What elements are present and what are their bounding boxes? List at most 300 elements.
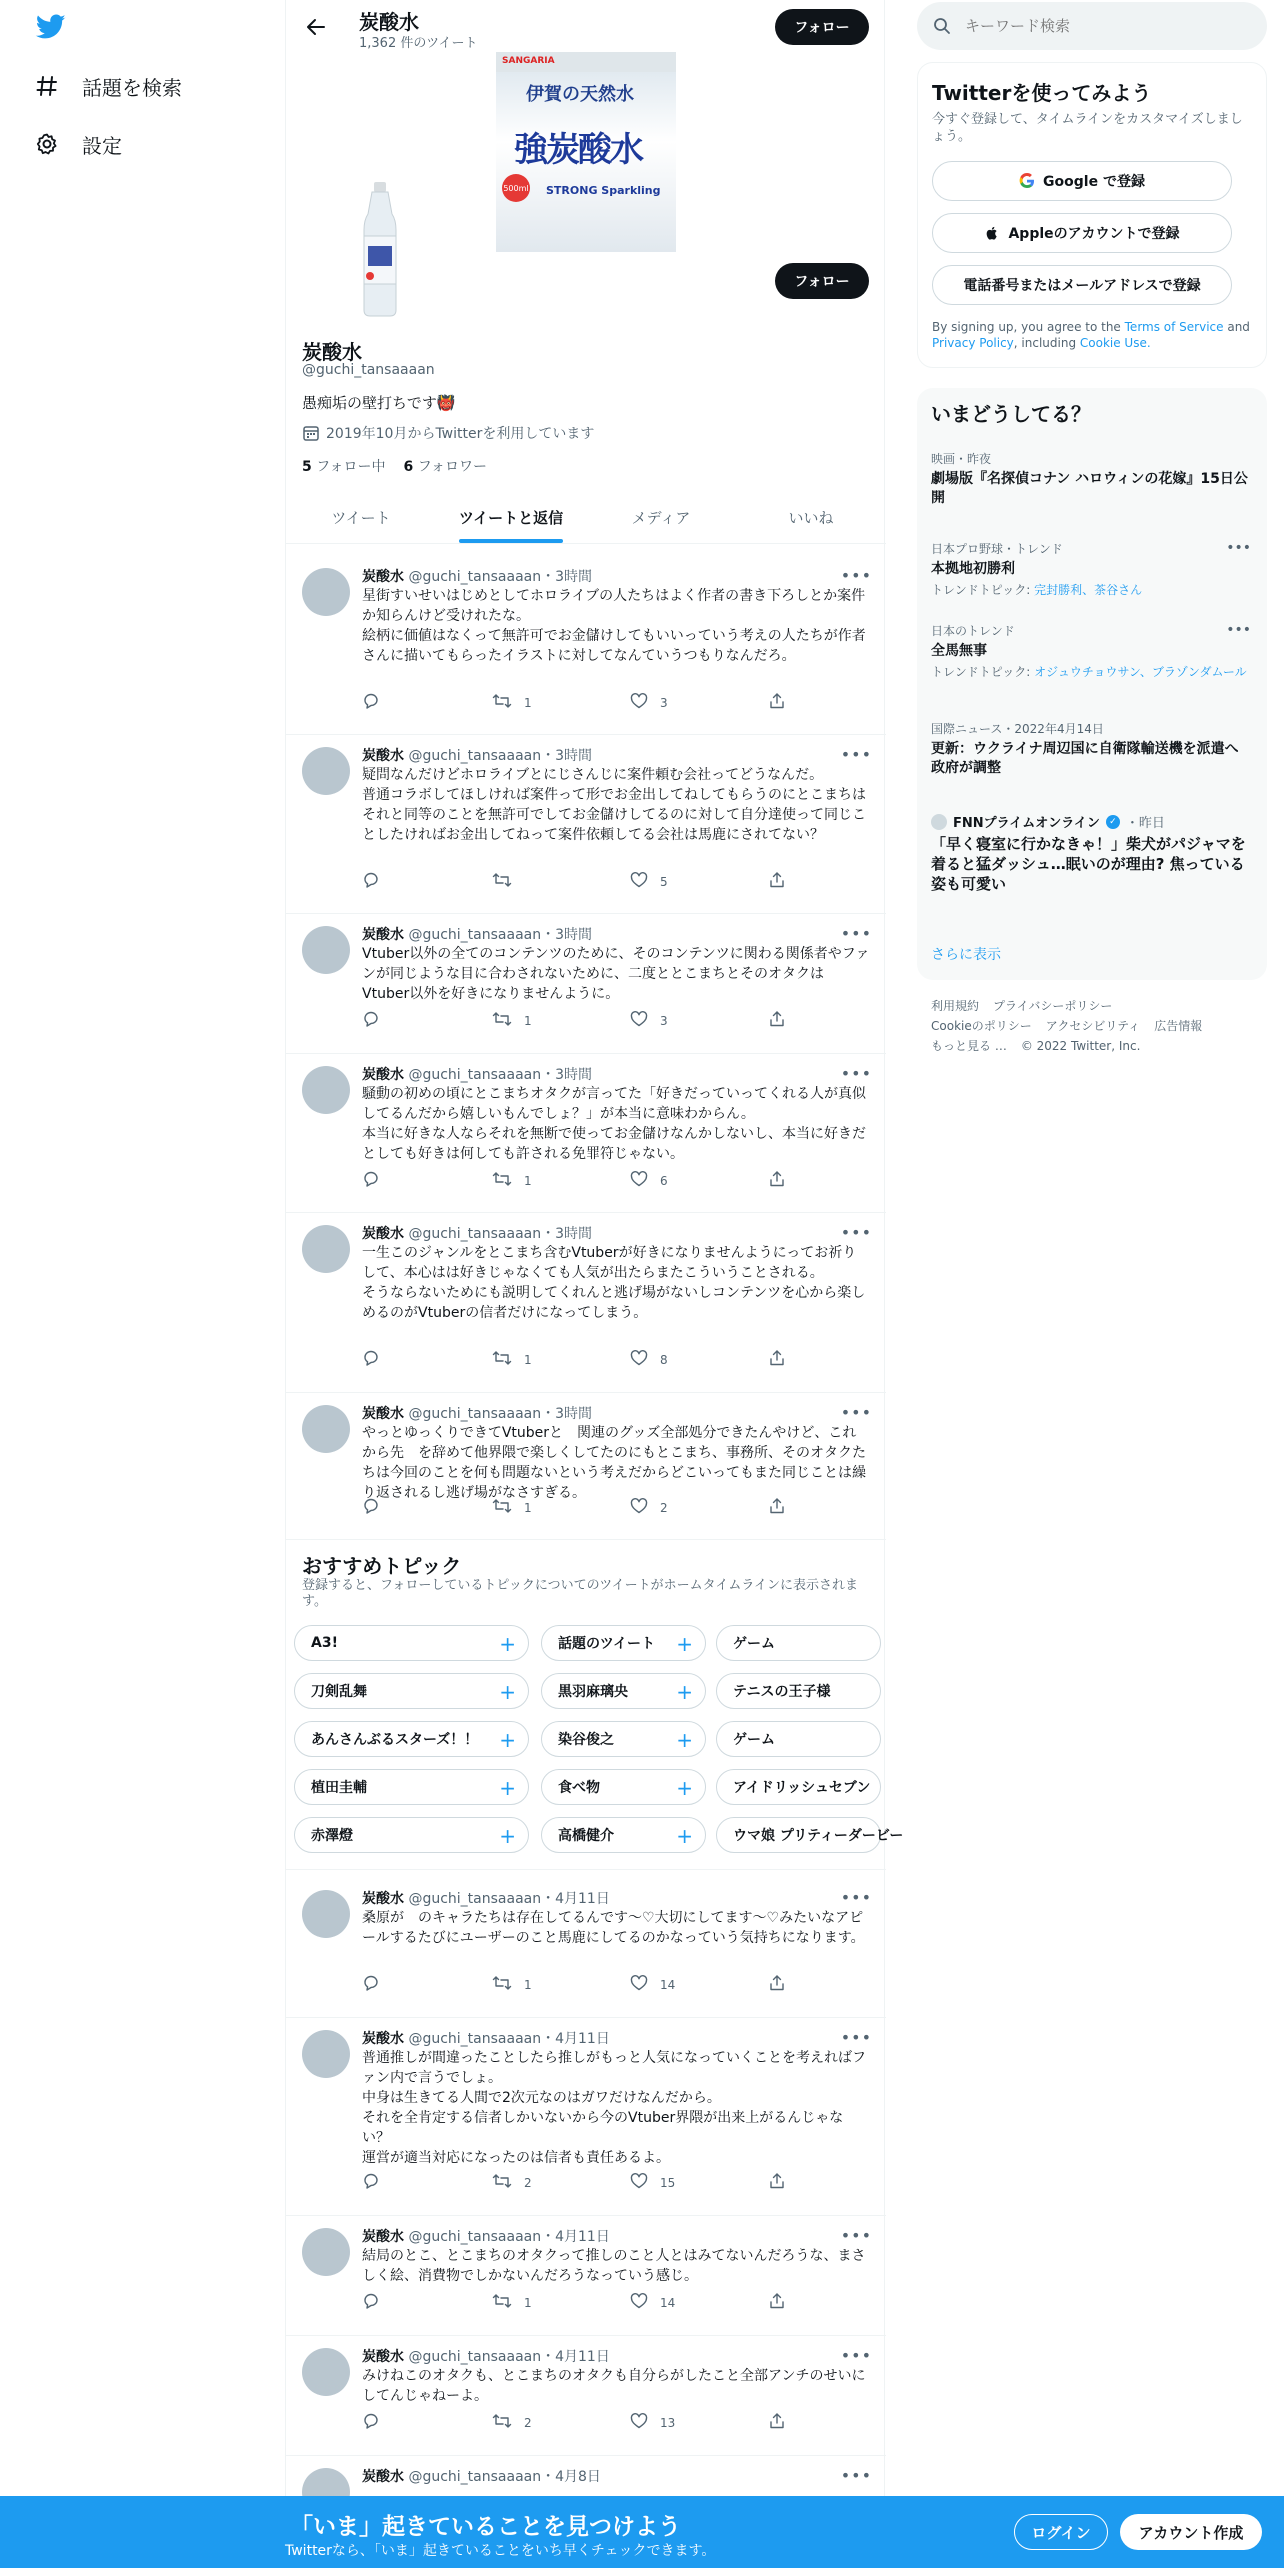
avatar[interactable] <box>302 1225 350 1273</box>
retweet-count: 2 <box>524 2415 532 2430</box>
reply-icon <box>362 1010 380 1031</box>
topic-chip[interactable] <box>541 1673 706 1709</box>
like-button[interactable] <box>630 871 668 892</box>
profile-bio: 愚痴垢の壁打ちです👹 <box>302 394 456 412</box>
news-item[interactable] <box>931 812 1251 894</box>
more-icon[interactable]: ••• <box>840 745 872 764</box>
tweet-time[interactable]: 3時間 <box>555 1067 593 1083</box>
trend-topic-links[interactable]: 完封勝利、茶谷さん <box>1034 583 1143 597</box>
tweet[interactable] <box>286 914 886 1054</box>
tweet-time[interactable]: 3時間 <box>555 1406 593 1422</box>
heart-icon <box>630 1497 648 1518</box>
profile-header <box>286 0 886 54</box>
tweet[interactable] <box>286 1393 886 1540</box>
tweet-author-name[interactable]: 炭酸水 <box>362 569 404 585</box>
retweet-count: 1 <box>524 1977 532 1992</box>
avatar[interactable] <box>302 1405 350 1453</box>
tweet-text: 一生このジャンルをとこまち含むVtuberが好きになりませんようにってお祈りして、本心はは好きじゃなくても人気が出たらまたこういうことされる。 そうならないためにも説明してくれんと逃げ場がないしコンテンツを心から楽しめるのがVtuberの信者だけになってしまう。 <box>362 1245 866 1321</box>
retweet-button[interactable] <box>492 1974 532 1995</box>
phone-signup-label: 電話番号またはメールアドレスで登録 <box>963 278 1201 294</box>
tweet-author-handle[interactable]: @guchi_tansaaaan <box>408 927 542 943</box>
trend-item[interactable] <box>931 720 1251 778</box>
tweet-header <box>362 1403 592 1423</box>
tweet-dot: ・ <box>541 1226 556 1242</box>
like-count: 5 <box>660 874 668 889</box>
tweet-time[interactable]: 4月11日 <box>555 2349 610 2365</box>
tweet-author-name[interactable]: 炭酸水 <box>362 1067 404 1083</box>
heart-icon <box>630 2412 648 2433</box>
nav-settings[interactable] <box>34 124 122 164</box>
trend-topics <box>931 582 1251 598</box>
more-icon[interactable]: ••• <box>1226 622 1251 638</box>
nav-settings-label: 設定 <box>82 133 122 158</box>
more-icon[interactable]: ••• <box>840 2028 872 2047</box>
topic-chip-label: あんさんぶるスターズ！！ <box>311 1732 479 1748</box>
topic-chip[interactable] <box>716 1673 881 1709</box>
like-button[interactable] <box>630 2292 675 2313</box>
like-button[interactable] <box>630 2172 675 2193</box>
avatar[interactable] <box>302 1066 350 1114</box>
topic-chip[interactable] <box>294 1817 529 1853</box>
share-button[interactable] <box>768 1010 786 1031</box>
reply-button[interactable] <box>362 871 392 892</box>
trend-meta: 映画・昨夜 <box>931 452 992 466</box>
tweet-time[interactable]: 3時間 <box>555 927 593 943</box>
trend-meta: 日本プロ野球・トレンド <box>931 542 1063 556</box>
like-button[interactable] <box>630 1349 668 1370</box>
retweet-button[interactable] <box>492 2172 532 2193</box>
footer-link[interactable]: 利用規約 <box>931 999 980 1013</box>
copyright: © 2022 Twitter, Inc. <box>1020 1039 1141 1053</box>
hashtag-icon <box>34 73 60 99</box>
tweet-author-name[interactable]: 炭酸水 <box>362 2031 404 2047</box>
profile-name: 炭酸水 <box>302 340 362 364</box>
avatar[interactable] <box>302 926 350 974</box>
topic-chip[interactable] <box>541 1769 706 1805</box>
tweet-author-name[interactable]: 炭酸水 <box>362 1891 404 1907</box>
share-icon <box>768 1010 786 1031</box>
tweet-dot: ・ <box>541 569 556 585</box>
plus-icon[interactable]: + <box>499 1632 516 1656</box>
tweet-dot: ・ <box>541 1067 556 1083</box>
reply-icon <box>362 871 380 892</box>
share-icon <box>768 1349 786 1370</box>
tweet-author-name[interactable]: 炭酸水 <box>362 748 404 764</box>
reply-button[interactable] <box>362 2412 392 2433</box>
plus-icon[interactable]: + <box>499 1728 516 1752</box>
reply-icon <box>362 2292 380 2313</box>
bottom-signup-bar <box>0 2496 1284 2568</box>
more-icon[interactable]: ••• <box>840 2226 872 2245</box>
topic-chip-label: 染谷俊之 <box>558 1732 614 1748</box>
topic-chip-label: アイドリッシュセブン <box>733 1780 871 1796</box>
tweet-actions <box>362 1497 832 1517</box>
avatar[interactable] <box>348 180 412 318</box>
google-signup-label: Google で登録 <box>1043 174 1145 190</box>
reply-button[interactable] <box>362 1170 392 1191</box>
retweet-count: 1 <box>524 695 532 710</box>
retweet-icon <box>492 1974 512 1995</box>
like-button[interactable] <box>630 1010 668 1031</box>
topic-chip[interactable] <box>541 1817 706 1853</box>
retweet-icon <box>492 2412 512 2433</box>
retweet-button[interactable] <box>492 1349 532 1370</box>
topic-chip-label: ウマ娘 プリティーダービー <box>733 1828 904 1844</box>
topic-chip-label: ゲーム <box>733 1732 775 1748</box>
following-label: フォロー中 <box>316 459 386 475</box>
search-icon <box>933 17 951 35</box>
tweet-time[interactable]: 4月11日 <box>555 2031 610 2047</box>
tweet[interactable] <box>286 2336 886 2456</box>
reply-button[interactable] <box>362 2172 392 2193</box>
like-count: 13 <box>660 2415 676 2430</box>
followers-link[interactable] <box>404 456 488 476</box>
like-count: 3 <box>660 1013 668 1028</box>
tweet-author-name[interactable]: 炭酸水 <box>362 2349 404 2365</box>
trend-title: 劇場版『名探偵コナン ハロウィンの花嫁』15日公開 <box>931 471 1248 506</box>
tweet-header <box>362 2466 601 2486</box>
retweet-button[interactable] <box>492 1170 532 1191</box>
trend-topic-links[interactable]: オジュウチョウサン、ブラゾンダムール <box>1034 665 1247 679</box>
legal-and: and <box>1223 320 1250 334</box>
like-count: 8 <box>660 1352 668 1367</box>
topic-chip-label: 食べ物 <box>558 1780 600 1796</box>
share-button[interactable] <box>768 2412 786 2433</box>
tweet-author-handle[interactable]: @guchi_tansaaaan <box>408 1226 542 1242</box>
share-button[interactable] <box>768 1974 786 1995</box>
tweet-author-name[interactable]: 炭酸水 <box>362 2469 404 2485</box>
tweet-text: やっとゆっくりできてVtuberと 関連のグッズ全部処分できたんやけど、これから先 を辞めて他界隈で楽しくしてたのにもとこまち、事務所、そのオタクたちは今回のことを何も問題ないという考えだからどこいってもまた同じことは繰り返されるし逃げ場がなさすぎる。 <box>362 1425 866 1501</box>
trend-title: 本拠地初勝利 <box>931 561 1015 577</box>
apple-icon <box>984 225 1000 241</box>
tweet-actions <box>362 2172 832 2192</box>
tweet-time[interactable]: 3時間 <box>555 569 593 585</box>
followers-count: 6 <box>403 459 414 475</box>
retweet-icon <box>492 2172 512 2193</box>
avatar[interactable] <box>302 1890 350 1938</box>
more-icon[interactable]: ••• <box>840 924 872 943</box>
privacy-link[interactable]: Privacy Policy <box>932 336 1014 350</box>
share-button[interactable] <box>768 1170 786 1191</box>
tweet-author-handle[interactable]: @guchi_tansaaaan <box>408 2349 542 2365</box>
tweet-author-handle[interactable]: @guchi_tansaaaan <box>408 569 542 585</box>
tweet-text: Vtuber以外の全てのコンテンツのために、そのコンテンツに関わる関係者やファンが同じような目に合わされないために、二度ととこまちとそのオタクはVtuber以外を好きになりませんように。 <box>362 946 870 1002</box>
retweet-button[interactable] <box>492 1497 532 1518</box>
reply-icon <box>362 1349 380 1370</box>
footer-link[interactable]: もっと見る … <box>931 1039 1007 1053</box>
tweet-author-handle[interactable]: @guchi_tansaaaan <box>408 748 542 764</box>
retweet-count: 1 <box>524 1500 532 1515</box>
more-icon[interactable]: ••• <box>840 566 872 585</box>
topic-chip-label: 高橋健介 <box>558 1828 614 1844</box>
share-button[interactable] <box>768 1349 786 1370</box>
reply-icon <box>362 2412 380 2433</box>
tweet-time[interactable]: 4月11日 <box>555 2229 610 2245</box>
back-button[interactable] <box>300 12 332 42</box>
following-link[interactable] <box>302 456 386 476</box>
like-button[interactable] <box>630 1170 668 1191</box>
heart-icon <box>630 1010 648 1031</box>
tweet-header <box>362 924 592 944</box>
tab-likes[interactable]: いいね <box>788 509 834 527</box>
tweet-time[interactable]: 4月11日 <box>555 1891 610 1907</box>
like-count: 2 <box>660 1500 668 1515</box>
share-icon <box>768 2412 786 2433</box>
share-icon <box>768 2292 786 2313</box>
trend-topic-label: トレンドトピック: <box>931 583 1035 597</box>
news-title: 「早く寝室に行かなきゃ！」柴犬がパジャマを着ると猛ダッシュ…眠いのが理由? 焦っている姿も可愛い <box>931 835 1246 893</box>
retweet-icon <box>492 1010 512 1031</box>
trend-title: 全馬無事 <box>931 643 987 659</box>
footer-link[interactable]: プライバシーポリシー <box>993 999 1113 1013</box>
retweet-icon <box>492 1497 512 1518</box>
retweet-icon <box>492 1170 512 1191</box>
heart-icon <box>630 692 648 713</box>
tweet-actions <box>362 1349 832 1369</box>
like-button[interactable] <box>630 692 668 713</box>
retweet-count: 2 <box>524 2175 532 2190</box>
avatar[interactable] <box>302 747 350 795</box>
apple-signup-button[interactable] <box>932 213 1232 253</box>
share-icon <box>768 692 786 713</box>
tweet-author-name[interactable]: 炭酸水 <box>362 2229 404 2245</box>
plus-icon[interactable]: + <box>499 1824 516 1848</box>
retweet-button[interactable] <box>492 1010 532 1031</box>
show-more-link[interactable]: さらに表示 <box>931 947 1001 963</box>
footer-link[interactable]: Cookieのポリシー <box>931 1019 1032 1033</box>
tweet[interactable] <box>286 1054 886 1213</box>
topic-chip-label: 刀剣乱舞 <box>311 1684 367 1700</box>
like-button[interactable] <box>630 1497 668 1518</box>
google-signup-button[interactable] <box>932 161 1232 201</box>
retweet-button[interactable] <box>492 692 532 713</box>
tweet[interactable] <box>286 2216 886 2336</box>
reply-icon <box>362 2172 380 2193</box>
avatar[interactable] <box>302 2030 350 2078</box>
tweet-header <box>362 1064 592 1084</box>
retweet-count: 1 <box>524 1013 532 1028</box>
tweet-header <box>362 2346 610 2366</box>
tweet-author-handle[interactable]: @guchi_tansaaaan <box>408 2031 542 2047</box>
header-follow-button[interactable]: フォロー <box>775 9 869 45</box>
tab-tweets[interactable]: ツイート <box>331 509 391 527</box>
followers-label: フォロワー <box>417 459 488 475</box>
more-icon[interactable]: ••• <box>840 1888 872 1907</box>
reply-button[interactable] <box>362 1349 392 1370</box>
tweet-dot: ・ <box>541 2229 556 2245</box>
trend-item[interactable] <box>931 450 1251 508</box>
tweet-dot: ・ <box>541 1891 556 1907</box>
more-icon[interactable]: ••• <box>840 1064 872 1083</box>
arrow-left-icon <box>306 17 326 37</box>
avatar[interactable] <box>302 568 350 616</box>
tweet-author-handle[interactable]: @guchi_tansaaaan <box>408 1406 542 1422</box>
header-title: 炭酸水 <box>359 10 419 34</box>
more-icon[interactable]: ••• <box>1226 540 1251 556</box>
heart-icon <box>630 1170 648 1191</box>
trends-title: いまどうしてる？ <box>931 402 1091 426</box>
trend-title: 更新：ウクライナ周辺国に自衛隊輸送機を派遣へ 政府が調整 <box>931 741 1239 776</box>
heart-icon <box>630 1974 648 1995</box>
topic-chip[interactable] <box>294 1673 529 1709</box>
topic-chip[interactable] <box>541 1625 706 1661</box>
plus-icon[interactable]: + <box>676 1776 693 1800</box>
terms-link[interactable]: Terms of Service <box>1124 320 1224 334</box>
profile-tabs <box>286 492 886 544</box>
tweet-header <box>362 566 592 586</box>
plus-icon[interactable]: + <box>676 1680 693 1704</box>
nav-explore[interactable] <box>34 66 182 106</box>
topic-chip[interactable] <box>716 1769 881 1805</box>
plus-icon[interactable]: + <box>499 1680 516 1704</box>
recommended-topics <box>286 1540 904 1870</box>
search-box[interactable] <box>917 2 1267 50</box>
more-icon[interactable]: ••• <box>840 2466 872 2485</box>
banner-image[interactable] <box>496 52 676 252</box>
legal-including: , including <box>1013 336 1080 350</box>
tweet-author-name[interactable]: 炭酸水 <box>362 1226 404 1242</box>
topic-chip[interactable] <box>716 1625 881 1661</box>
tweet-time[interactable]: 3時間 <box>555 1226 593 1242</box>
topic-chip[interactable] <box>294 1721 529 1757</box>
more-icon[interactable]: ••• <box>840 1403 872 1422</box>
follow-stats <box>302 456 487 476</box>
banner-line2: 強炭酸水 <box>514 130 642 170</box>
tweet-actions <box>362 871 832 891</box>
left-nav <box>0 0 285 2568</box>
tweet-time[interactable]: 3時間 <box>555 748 593 764</box>
tab-tweets-and-replies[interactable]: ツイートと返信 <box>436 492 586 543</box>
reply-button[interactable] <box>362 1974 392 1995</box>
verified-badge-icon: ✓ <box>1106 815 1120 829</box>
heart-icon <box>630 2292 648 2313</box>
retweet-icon <box>492 871 512 892</box>
following-count: 5 <box>302 459 312 475</box>
joined-text: 2019年10月からTwitterを利用しています <box>326 426 595 442</box>
tweet[interactable] <box>286 735 886 914</box>
share-button[interactable] <box>768 2172 786 2193</box>
tweet-actions <box>362 2412 832 2432</box>
plus-icon[interactable]: + <box>676 1632 693 1656</box>
gear-icon <box>34 131 60 157</box>
trend-item[interactable] <box>931 540 1251 598</box>
login-button[interactable]: ログイン <box>1014 2514 1108 2550</box>
more-icon[interactable]: ••• <box>840 1223 872 1242</box>
footer-link[interactable]: アクセシビリティ <box>1045 1019 1141 1033</box>
topic-chip-label: 話題のツイート <box>558 1636 656 1652</box>
reply-icon <box>362 1170 380 1191</box>
share-button[interactable] <box>768 692 786 713</box>
retweet-button[interactable] <box>492 871 524 892</box>
tweet-time[interactable]: 4月8日 <box>555 2469 601 2485</box>
tweet-author-handle[interactable]: @guchi_tansaaaan <box>408 1891 542 1907</box>
signup-button[interactable]: アカウント作成 <box>1120 2514 1262 2550</box>
plus-icon[interactable]: + <box>499 1776 516 1800</box>
tweet[interactable] <box>286 556 886 735</box>
topic-chip[interactable] <box>716 1721 881 1757</box>
bottom-bar-title: 「いま」起きていることを見つけよう <box>290 2514 681 2540</box>
apple-signup-label: Appleのアカウントで登録 <box>1008 226 1180 242</box>
topics-subtitle: 登録すると、フォローしているトピックについてのツイートがホームタイムラインに表示されます。 <box>302 1578 859 1609</box>
tweet-text: 普通推しが間違ったことしたら推しがもっと人気になっていくことを考えればファン内で言うでしょ。 中身は生きてる人間で2次元なのはガワだけなんだから。 それを全肯定する信者しかいないから今のVtuber界隈が出来上がるんじゃない？ 運営が適当対応になったのは信者も責任あるよ。 <box>362 2050 866 2166</box>
source-avatar <box>931 814 947 830</box>
avatar[interactable] <box>302 2228 350 2276</box>
like-button[interactable] <box>630 2412 675 2433</box>
share-icon <box>768 1497 786 1518</box>
share-icon <box>768 871 786 892</box>
banner-badge: 500ml <box>502 174 530 202</box>
retweet-icon <box>492 1349 512 1370</box>
tweet-author-name[interactable]: 炭酸水 <box>362 1406 404 1422</box>
tweet-header <box>362 745 592 765</box>
footer-link[interactable]: 広告情報 <box>1154 1019 1203 1033</box>
tweet[interactable] <box>286 1878 886 2018</box>
profile-follow-button[interactable]: フォロー <box>775 263 869 299</box>
footer-links <box>931 996 1261 1056</box>
bottom-bar-subtitle: Twitterなら、「いま」起きていることをいち早くチェックできます。 <box>285 2543 716 2559</box>
reply-button[interactable] <box>362 1010 392 1031</box>
plus-icon[interactable]: + <box>676 1728 693 1752</box>
tweet-text: 疑問なんだけどホロライブとにじさんじに案件頼む会社ってどうなんだ。 普通コラボしてほしければ案件って形でお金出してねしてもらうのにとこまちはそれと同等のことを無許可でしてお金儲けしてるのに対して自分達使って同じことしたければお金出してねって案件依頼してる会社は馬鹿にされてない？ <box>362 767 866 843</box>
retweet-button[interactable] <box>492 2292 532 2313</box>
topic-chip[interactable] <box>716 1817 904 1853</box>
reply-button[interactable] <box>362 692 392 713</box>
reply-icon <box>362 692 380 713</box>
cookie-link[interactable]: Cookie Use. <box>1079 336 1151 350</box>
more-icon[interactable]: ••• <box>840 2346 872 2365</box>
tweet-author-handle[interactable]: @guchi_tansaaaan <box>408 2229 542 2245</box>
tweet-text: 星街すいせいはじめとしてホロライブの人たちはよく作者の書き下ろしとか案件か知らんけど受けれたな。 絵柄に価値はなくって無許可でお金儲けしてもいいっていう考えの人たちが作者さんに描いてもらったイラストに対してなんていうつもりなんだろ。 <box>362 588 866 664</box>
twitter-bird-icon[interactable] <box>36 14 66 40</box>
tweet[interactable] <box>286 1213 886 1393</box>
news-time: ・昨日 <box>1125 816 1165 831</box>
tweet-dot: ・ <box>541 2031 556 2047</box>
topic-chip[interactable] <box>294 1769 529 1805</box>
banner-line1: 伊賀の天然水 <box>526 84 634 105</box>
avatar[interactable] <box>302 2348 350 2396</box>
share-icon <box>768 1170 786 1191</box>
profile-joined <box>302 423 594 443</box>
tweet-actions <box>362 692 832 712</box>
tweet[interactable] <box>286 2018 886 2216</box>
share-button[interactable] <box>768 1497 786 1518</box>
retweet-button[interactable] <box>492 2412 532 2433</box>
trend-item[interactable] <box>931 622 1251 680</box>
tweet-author-handle[interactable]: @guchi_tansaaaan <box>408 1067 542 1083</box>
retweet-count: 1 <box>524 2295 532 2310</box>
tweet-actions <box>362 1974 832 1994</box>
tab-media[interactable]: メディア <box>631 509 691 527</box>
reply-button[interactable] <box>362 1497 392 1518</box>
tweet-text: 騒動の初めの頃にとこまちオタクが言ってた「好きだっていってくれる人が真似してるんだから嬉しいもんでしょ？」が本当に意味わからん。 本当に好きな人ならそれを無断で使ってお金儲けなんかしないし、本当に好きだとしても好きは何しても許される免罪符じゃない。 <box>362 1086 866 1162</box>
news-source <box>931 812 1251 831</box>
retweet-count: 1 <box>524 1352 532 1367</box>
tweet-actions <box>362 1010 832 1030</box>
plus-icon[interactable]: + <box>676 1824 693 1848</box>
like-button[interactable] <box>630 1974 675 1995</box>
phone-email-signup-button[interactable] <box>932 265 1232 305</box>
tweet-actions <box>362 1170 832 1190</box>
share-button[interactable] <box>768 871 786 892</box>
topic-chip[interactable] <box>541 1721 706 1757</box>
tweet-author-handle[interactable]: @guchi_tansaaaan <box>408 2469 542 2485</box>
topic-chip[interactable] <box>294 1625 529 1661</box>
reply-button[interactable] <box>362 2292 392 2313</box>
search-input[interactable] <box>965 17 1225 35</box>
share-button[interactable] <box>768 2292 786 2313</box>
topics-title: おすすめトピック <box>302 1554 462 1578</box>
tweet-author-name[interactable]: 炭酸水 <box>362 927 404 943</box>
